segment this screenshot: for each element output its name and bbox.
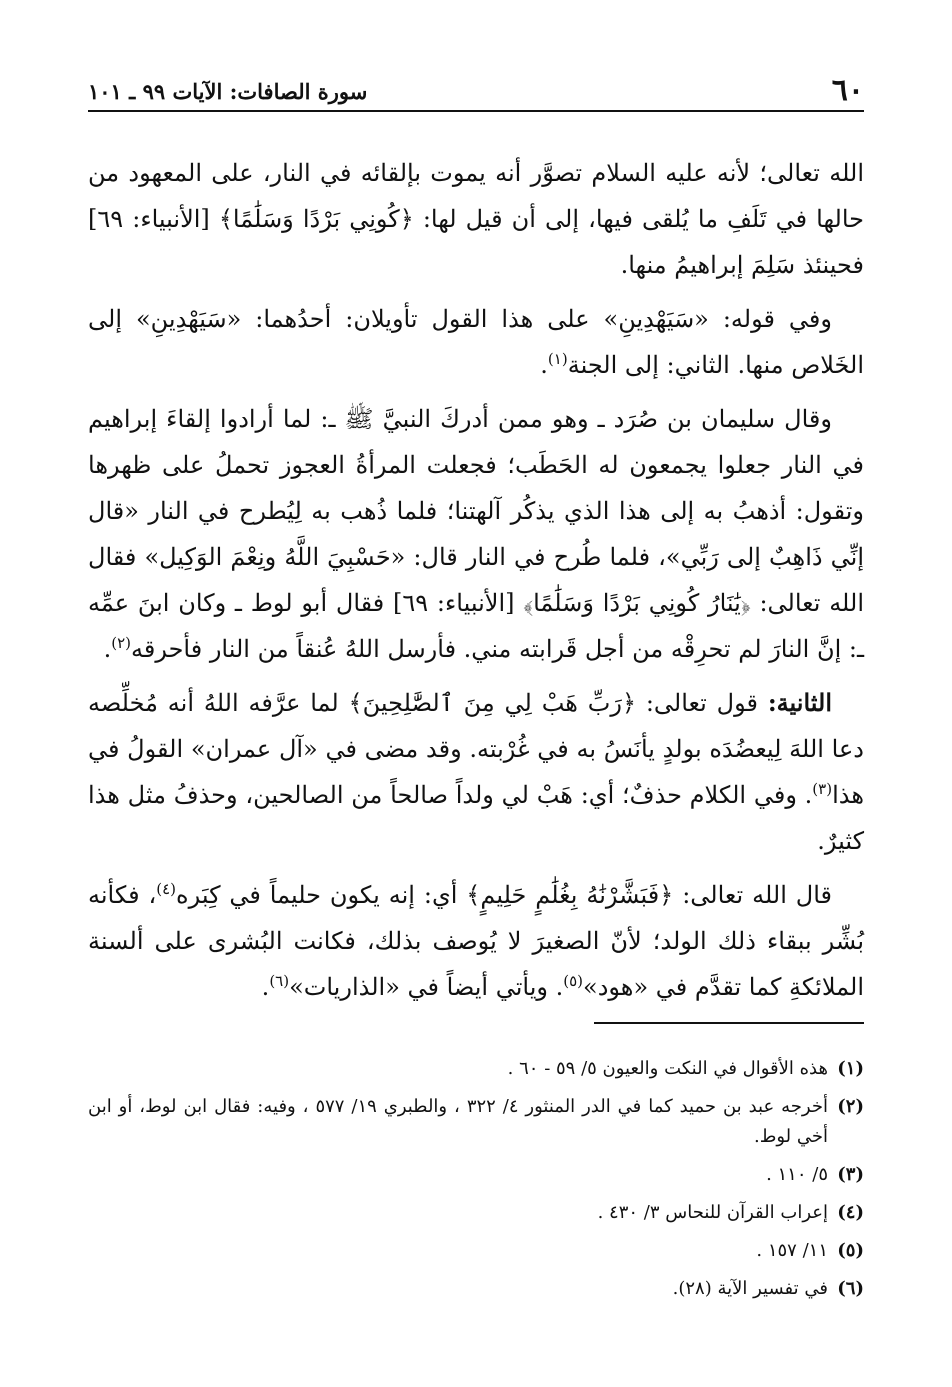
footnote-text: في تفسير الآية (٢٨). xyxy=(672,1278,828,1299)
footnote-number: (٣) xyxy=(837,1164,864,1185)
footnote-separator xyxy=(594,1022,864,1024)
footnote-ref-2[interactable]: (٢) xyxy=(111,634,131,652)
footnote-text: ٥/ ١١٠ . xyxy=(766,1164,828,1185)
footnote-ref-6[interactable]: (٦) xyxy=(269,972,290,990)
footnote-ref-5[interactable]: (٥) xyxy=(563,972,584,990)
paragraph-2: وفي قوله: «سَيَهْدِينِ» على هذا القول تأويلان: أحدُهما: «سَيَهْدِينِ» إلى الخَلاص منها. الثاني: إلى الجنة$^{(١)}$. xyxy=(88,305,864,379)
footnote-item xyxy=(88,1274,864,1304)
header-rule xyxy=(88,110,864,112)
footnote-text: أخرجه عبد بن حميد كما في الدر المنثور ٤/ ٣٢٢ ، والطبري ١٩/ ٥٧٧ ، وفيه: فقال ابن لوط، أو ابن أخي لوط. xyxy=(88,1096,828,1147)
footnote-item xyxy=(88,1160,864,1190)
footnote-text: هذه الأقوال في النكت والعيون ٥/ ٥٩ - ٦٠ . xyxy=(507,1058,828,1079)
footnote-text: ١١/ ١٥٧ . xyxy=(756,1240,828,1261)
paragraph-5: قال الله تعالى: ﴿فَبَشَّرْنَٰهُ بِغُلَٰمٍ حَلِيمٍ﴾ أي: إنه يكون حليماً في كِبَره$^{(٤)}$، فكأنه بُشِّر ببقاء ذلك الولد؛ لأنّ الصغيرَ لا يُوصف بذلك، فكانت البُشرى على ألسنة الملائكةِ كما تقدَّم في «هود»$^{(٥)}$. ويأتي أيضاً في «الذاريات»$^{(٦)}$. xyxy=(88,880,864,1001)
footnote-ref-4[interactable]: (٤) xyxy=(156,880,177,898)
running-title: سورة الصافات: الآيات ٩٩ ـ ١٠١ xyxy=(88,79,368,104)
paragraph-3: وقال سليمان بن صُرَد ـ وهو ممن أدركَ النبيَّ ﷺ ـ: لما أرادوا إلقاءَ إبراهيم في النار جعلوا يجمعون له الحَطَب؛ فجعلت المرأةُ العجوز تحملُ على ظهرها وتقول: أذهبُ به إلى هذا الذي يذكُر آلهتنا؛ فلما ذُهب به لِيُطرح في النار «قال إنِّي ذَاهِبٌ إلى رَبِّي»، فلما طُرح في النار قال: «حَسْبِيَ اللَّهُ ونِعْمَ الوَكِيل» فقال الله تعالى: ﴿يَٰنَارُ كُونِي بَرْدًا وَسَلَٰمًا﴾ [الأنبياء: ٦٩] فقال أبو لوط ـ وكان ابنَ عمِّه ـ: إنَّ النارَ لم تحرِقْه من أجل قَرابته مني. فأرسل اللهُ عُنقاً من النار فأحرقه$^{(٢)}$. xyxy=(88,405,865,663)
footnote-ref-1[interactable]: (١) xyxy=(547,350,568,368)
footnote-item xyxy=(88,1236,864,1266)
footnote-text: إعراب القرآن للنحاس ٣/ ٤٣٠ . xyxy=(597,1202,828,1223)
footnote-number: (٦) xyxy=(837,1278,864,1299)
footnote-number: (٤) xyxy=(837,1202,864,1223)
page-number: ٦٠ xyxy=(831,73,864,108)
footnote-item xyxy=(88,1092,864,1152)
main-text xyxy=(88,150,864,1018)
footnote-number: (١) xyxy=(837,1058,864,1079)
footnote-ref-3[interactable]: (٣) xyxy=(812,780,833,798)
footnotes xyxy=(88,1054,864,1312)
footnote-item xyxy=(88,1198,864,1228)
footnote-number: (٢) xyxy=(837,1096,864,1117)
footnote-item xyxy=(88,1054,864,1084)
paragraph-4: الثانية: قول تعالى: ﴿رَبِّ هَبْ لِي مِنَ ٱلصَّٰلِحِينَ﴾ لما عرَّفه اللهُ أنه مُخلِّصه دعا اللهَ لِيعضُدَه بولدٍ يأنَسُ به في غُرْبته. وقد مضى في «آل عمران» القولُ في هذا$^{(٣)}$. وفي الكلام حذفٌ؛ أي: هَبْ لي ولداً صالحاً من الصالحين، وحذفُ مثل هذا كثيرٌ. xyxy=(88,688,864,855)
page-header xyxy=(88,72,864,110)
paragraph-1: الله تعالى؛ لأنه عليه السلام تصوَّر أنه يموت بإلقائه في النار، على المعهود من حالها في تَلَفِ ما يُلقى فيها، إلى أن قيل لها: ﴿كُونِي بَرْدًا وَسَلَٰمًا﴾ [الأنبياء: ٦٩] فحينئذ سَلِمَ إبراهيمُ منها. xyxy=(88,159,864,279)
footnote-number: (٥) xyxy=(837,1240,864,1261)
section-lead: الثانية: xyxy=(767,688,832,717)
